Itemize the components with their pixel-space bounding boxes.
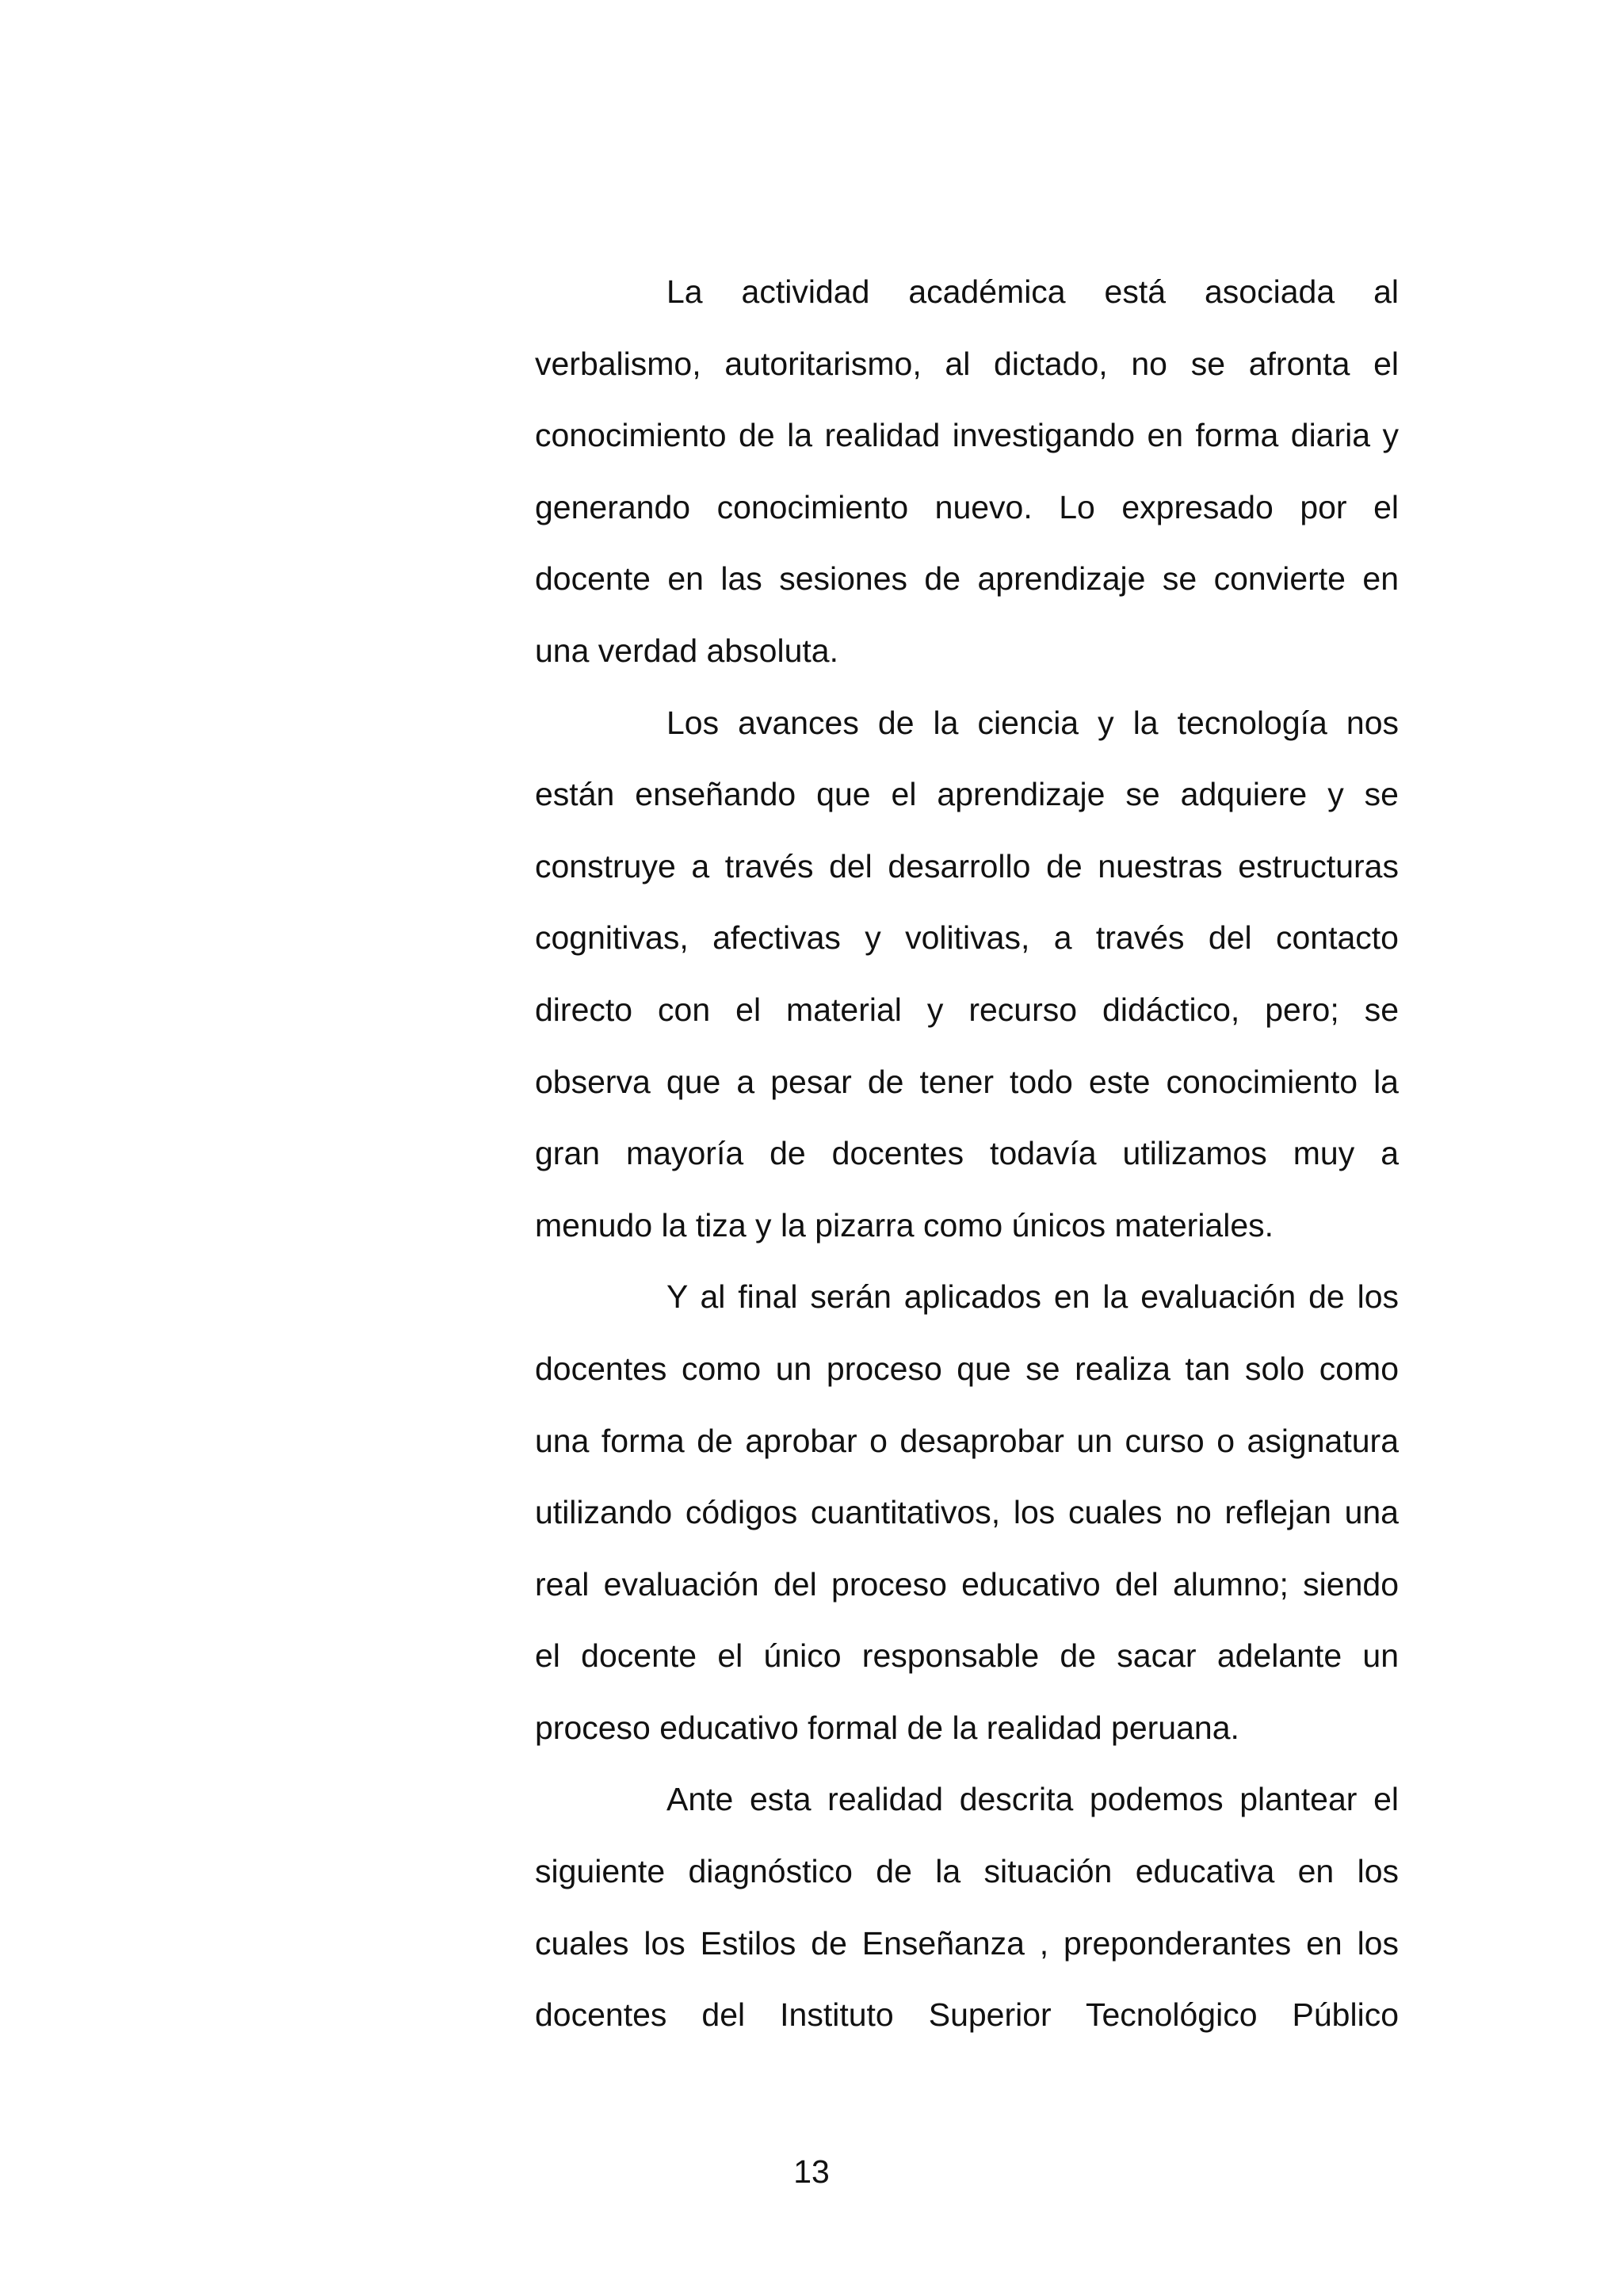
paragraph-3-line-7: proceso educativo formal de la realidad peruana. [535,1709,1239,1746]
paragraph-4-line-2: siguiente diagnóstico de la situación educativa en los [535,1853,1399,1890]
paragraph-3-line-3: una forma de aprobar o desaprobar un curso o asignatura [535,1422,1399,1459]
paragraph-4-line-4: docentes del Instituto Superior Tecnológico Público [535,1996,1399,2034]
paragraph-3-line-5: real evaluación del proceso educativo del alumno; siendo [535,1565,1399,1603]
paragraph-4-line-1: Ante esta realidad descrita podemos plantear el [666,1781,1399,1818]
paragraph-2-line-2: están enseñando que el aprendizaje se adquiere y se [535,776,1399,813]
paragraph-2-line-5: directo con el material y recurso didáctico, pero; se [535,991,1399,1028]
paragraph-1-line-1: La actividad académica está asociada al [666,273,1399,310]
body-text [535,262,1399,2057]
page-number: 13 [793,2153,830,2190]
paragraph-2-line-8: menudo la tiza y la pizarra como únicos materiales. [535,1206,1274,1244]
paragraph-1-line-2: verbalismo, autoritarismo, al dictado, no se afronta el [535,345,1399,382]
paragraph-3-line-4: utilizando códigos cuantitativos, los cuales no reflejan una [535,1494,1399,1531]
paragraph-1-line-4: generando conocimiento nuevo. Lo expresado por el [535,488,1399,525]
paragraph-3-line-2: docentes como un proceso que se realiza tan solo como [535,1350,1399,1387]
paragraph-4-line-3: cuales los Estilos de Enseñanza , preponderantes en los [535,1924,1399,1962]
paragraph-1-line-5: docente en las sesiones de aprendizaje se convierte en [535,560,1399,598]
paragraph-1-line-6: una verdad absoluta. [535,632,838,669]
paragraph-2-line-1: Los avances de la ciencia y la tecnología nos [666,704,1399,741]
paragraph-3-line-6: el docente el único responsable de sacar adelante un [535,1637,1399,1675]
paragraph-3-line-1: Y al final serán aplicados en la evaluación de los [666,1278,1399,1316]
paragraph-2-line-6: observa que a pesar de tener todo este conocimiento la [535,1063,1399,1100]
paragraph-2-line-3: construye a través del desarrollo de nuestras estructuras [535,847,1399,884]
paragraph-2-line-4: cognitivas, afectivas y volitivas, a través del contacto [535,919,1399,957]
paragraph-1-line-3: conocimiento de la realidad investigando en forma diaria y [535,417,1399,454]
paragraph-2-line-7: gran mayoría de docentes todavía utilizamos muy a [535,1135,1399,1172]
